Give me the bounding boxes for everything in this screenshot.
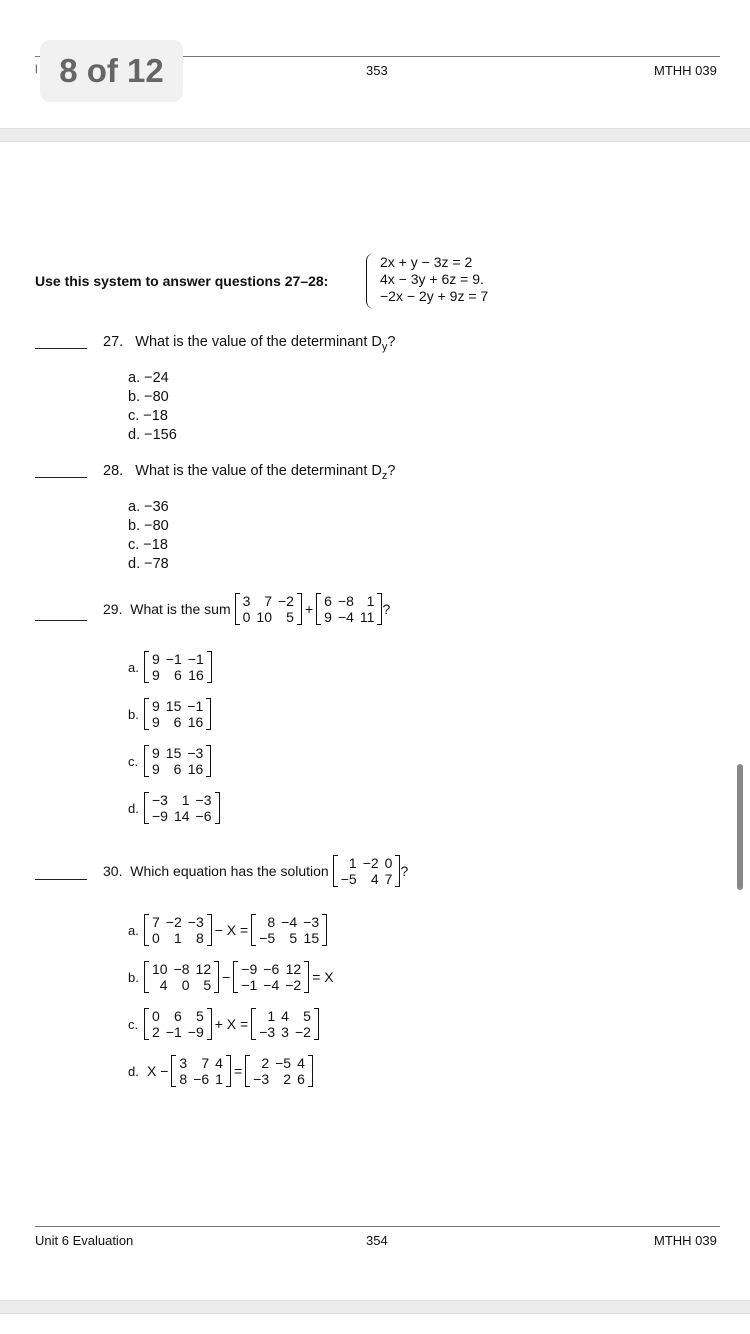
matrix-cell: 5 — [289, 930, 298, 946]
matrix-cell: 3 — [179, 1055, 188, 1071]
option-d[interactable]: d. −156 — [128, 427, 177, 443]
matrix-cell: 9 — [152, 745, 160, 761]
operator: + X = — [214, 1016, 249, 1032]
question-27 — [103, 334, 395, 353]
footer-page-number: 354 — [366, 1233, 388, 1248]
matrix-cell: 9 — [152, 714, 160, 730]
matrix-b — [316, 593, 382, 625]
system-brace — [366, 253, 377, 309]
matrix-cell: −3 — [187, 745, 204, 761]
option-matrix — [144, 698, 211, 730]
matrix-cell: 1 — [267, 1008, 276, 1024]
question-28 — [103, 463, 395, 482]
matrix-left — [144, 1008, 212, 1040]
option-matrix — [144, 651, 212, 683]
matrix-cell: 6 — [173, 714, 182, 730]
option-label: b. — [128, 969, 139, 985]
question-mark: ? — [400, 863, 409, 879]
operator: − X = — [214, 922, 249, 938]
matrix-right — [233, 961, 309, 993]
page-indicator-badge: 8 of 12 — [40, 40, 183, 102]
operator-pre: X − — [147, 1063, 169, 1079]
matrix-cell: 5 — [303, 1008, 311, 1024]
option-label: c. — [128, 1016, 139, 1032]
option-label: a. — [128, 659, 139, 675]
matrix-cell: −3 — [152, 792, 168, 808]
option-a[interactable]: a. −36 — [128, 499, 169, 515]
page-separator-bottom — [0, 1300, 750, 1314]
matrix-cell: 12 — [195, 961, 212, 977]
question-30 — [103, 855, 408, 887]
matrix-cell: 9 — [324, 609, 332, 625]
operator: = — [233, 1063, 243, 1079]
matrix-cell: −8 — [173, 961, 190, 977]
matrix-cell: 6 — [297, 1071, 305, 1087]
matrix-cell: 12 — [285, 961, 302, 977]
matrix-cell: 4 — [215, 1055, 223, 1071]
matrix-cell: 2 — [152, 1024, 160, 1040]
matrix-cell: −9 — [152, 808, 168, 824]
matrix-left — [171, 1055, 231, 1087]
question-mark: ? — [382, 601, 391, 617]
equation-2: 4x − 3y + 6z = 9. — [380, 271, 484, 287]
matrix-cell: −2 — [285, 977, 302, 993]
question-29 — [103, 593, 390, 625]
question-text: What is the sum — [130, 601, 231, 617]
answer-blank-29[interactable] — [35, 620, 87, 621]
solution-matrix — [333, 855, 401, 887]
matrix-left — [144, 961, 219, 993]
answer-blank-28[interactable] — [35, 477, 87, 478]
matrix-cell: 15 — [303, 930, 320, 946]
footer-rule — [35, 1226, 720, 1227]
matrix-cell: 2 — [283, 1071, 292, 1087]
option-b[interactable]: b. −80 — [128, 389, 169, 405]
matrix-cell: −5 — [340, 871, 357, 887]
matrix-cell: 9 — [152, 667, 160, 683]
matrix-cell: −5 — [275, 1055, 292, 1071]
matrix-cell: 1 — [215, 1071, 223, 1087]
option-matrix — [144, 745, 211, 777]
matrix-cell: −2 — [165, 914, 182, 930]
option-29-c[interactable] — [128, 745, 211, 777]
header-course: MTHH 039 — [654, 63, 717, 78]
option-29-d[interactable] — [128, 792, 220, 824]
matrix-cell: 6 — [173, 667, 182, 683]
matrix-right — [245, 1055, 313, 1087]
option-label: d. — [128, 1063, 139, 1079]
matrix-cell: 3 — [242, 593, 251, 609]
matrix-cell: 16 — [187, 761, 204, 777]
matrix-cell: 10 — [152, 961, 168, 977]
matrix-cell: −6 — [263, 961, 280, 977]
footer-course: MTHH 039 — [654, 1233, 717, 1248]
matrix-cell: 8 — [179, 1071, 188, 1087]
matrix-cell: −4 — [337, 609, 354, 625]
matrix-cell: 16 — [187, 714, 204, 730]
matrix-cell: 5 — [286, 609, 294, 625]
system-prompt: Use this system to answer questions 27–28: — [35, 273, 329, 289]
system-equations — [380, 254, 488, 305]
subscript: z — [381, 469, 388, 482]
operator: − — [222, 969, 231, 985]
option-label: c. — [128, 753, 139, 769]
matrix-cell: 6 — [173, 761, 182, 777]
matrix-cell: 6 — [324, 593, 332, 609]
matrix-right — [251, 914, 327, 946]
question-number: 30. — [103, 863, 123, 879]
equation-1: 2x + y − 3z = 2 — [380, 254, 473, 270]
answer-blank-30[interactable] — [35, 879, 87, 880]
option-label: a. — [128, 922, 139, 938]
matrix-cell: 1 — [348, 855, 357, 871]
matrix-cell: −3 — [259, 1024, 276, 1040]
matrix-cell: 4 — [297, 1055, 305, 1071]
question-mark: ? — [387, 334, 396, 350]
matrix-cell: 0 — [384, 855, 393, 871]
subscript: y — [381, 340, 388, 353]
matrix-cell: −6 — [195, 808, 212, 824]
matrix-cell: 10 — [256, 609, 272, 625]
option-d[interactable]: d. −78 — [128, 556, 169, 572]
equation-3: −2x − 2y + 9z = 7 — [380, 288, 489, 304]
matrix-cell: −2 — [294, 1024, 311, 1040]
matrix-cell: 15 — [165, 745, 182, 761]
question-text: What is the value of the determinant D — [135, 334, 382, 350]
option-30-d[interactable] — [128, 1055, 313, 1087]
option-c[interactable]: c. −18 — [128, 408, 168, 424]
header-page-number: 353 — [366, 63, 388, 78]
matrix-left — [144, 914, 212, 946]
matrix-cell: −1 — [187, 651, 204, 667]
matrix-cell: −6 — [193, 1071, 210, 1087]
matrix-cell: 8 — [267, 914, 276, 930]
matrix-cell: 9 — [152, 698, 160, 714]
question-number: 27. — [103, 334, 124, 350]
matrix-cell: 3 — [281, 1024, 289, 1040]
option-30-a[interactable] — [128, 914, 327, 946]
matrix-cell: 0 — [152, 930, 160, 946]
matrix-cell: −9 — [241, 961, 258, 977]
matrix-cell: 14 — [173, 808, 190, 824]
matrix-cell: −1 — [241, 977, 258, 993]
matrix-cell: 7 — [384, 871, 393, 887]
matrix-cell: −9 — [187, 1024, 204, 1040]
option-30-c[interactable] — [128, 1008, 319, 1040]
option-c[interactable]: c. −18 — [128, 537, 168, 553]
matrix-cell: 4 — [281, 1008, 289, 1024]
matrix-cell: 4 — [370, 871, 379, 887]
option-matrix — [144, 792, 220, 824]
matrix-cell: 9 — [152, 761, 160, 777]
question-mark: ? — [387, 463, 396, 479]
matrix-cell: 9 — [152, 651, 160, 667]
matrix-cell: 1 — [366, 593, 375, 609]
matrix-cell: 0 — [242, 609, 251, 625]
answer-blank-27[interactable] — [35, 348, 87, 349]
question-number: 29. — [103, 601, 123, 617]
scrollbar-thumb[interactable] — [737, 764, 743, 890]
matrix-cell: −1 — [165, 651, 182, 667]
corner-mark: l — [35, 62, 38, 76]
matrix-cell: 1 — [173, 930, 182, 946]
question-text: What is the value of the determinant D — [135, 463, 382, 479]
matrix-cell: −3 — [303, 914, 320, 930]
option-29-a[interactable] — [128, 651, 212, 683]
question-text: Which equation has the solution — [130, 863, 329, 879]
matrix-cell: −8 — [337, 593, 354, 609]
matrix-cell: −3 — [195, 792, 212, 808]
matrix-cell: 1 — [181, 792, 190, 808]
matrix-cell: 7 — [264, 593, 272, 609]
page-separator — [0, 128, 750, 142]
matrix-cell: −3 — [187, 914, 204, 930]
option-29-b[interactable] — [128, 698, 211, 730]
matrix-cell: 8 — [195, 930, 204, 946]
matrix-cell: −1 — [187, 698, 204, 714]
matrix-cell: 7 — [152, 914, 160, 930]
matrix-cell: −5 — [259, 930, 276, 946]
options-28 — [128, 498, 169, 574]
matrix-cell: 16 — [188, 667, 204, 683]
matrix-cell: 0 — [181, 977, 190, 993]
matrix-cell: 11 — [359, 609, 375, 625]
question-number: 28. — [103, 463, 124, 479]
matrix-cell: 7 — [201, 1055, 210, 1071]
option-a[interactable]: a. −24 — [128, 370, 169, 386]
matrix-cell: 5 — [203, 977, 212, 993]
option-b[interactable]: b. −80 — [128, 518, 169, 534]
option-label: d. — [128, 800, 139, 816]
matrix-cell: −4 — [281, 914, 298, 930]
option-label: b. — [128, 706, 139, 722]
matrix-cell: 0 — [152, 1008, 160, 1024]
matrix-cell: −3 — [253, 1071, 270, 1087]
matrix-cell: −2 — [278, 593, 294, 609]
matrix-cell: −4 — [263, 977, 280, 993]
options-27 — [128, 369, 177, 445]
matrix-right — [251, 1008, 319, 1040]
matrix-cell: 2 — [261, 1055, 270, 1071]
matrix-cell: 6 — [173, 1008, 182, 1024]
matrix-a — [235, 593, 302, 625]
matrix-cell: −1 — [165, 1024, 182, 1040]
matrix-cell: 5 — [195, 1008, 204, 1024]
plus-sign: + — [304, 601, 314, 617]
option-30-b[interactable] — [128, 961, 337, 993]
matrix-cell: 4 — [159, 977, 168, 993]
matrix-cell: −2 — [362, 855, 379, 871]
matrix-cell: 15 — [165, 698, 182, 714]
footer-unit: Unit 6 Evaluation — [35, 1233, 134, 1248]
operator-2: = X — [312, 969, 334, 985]
